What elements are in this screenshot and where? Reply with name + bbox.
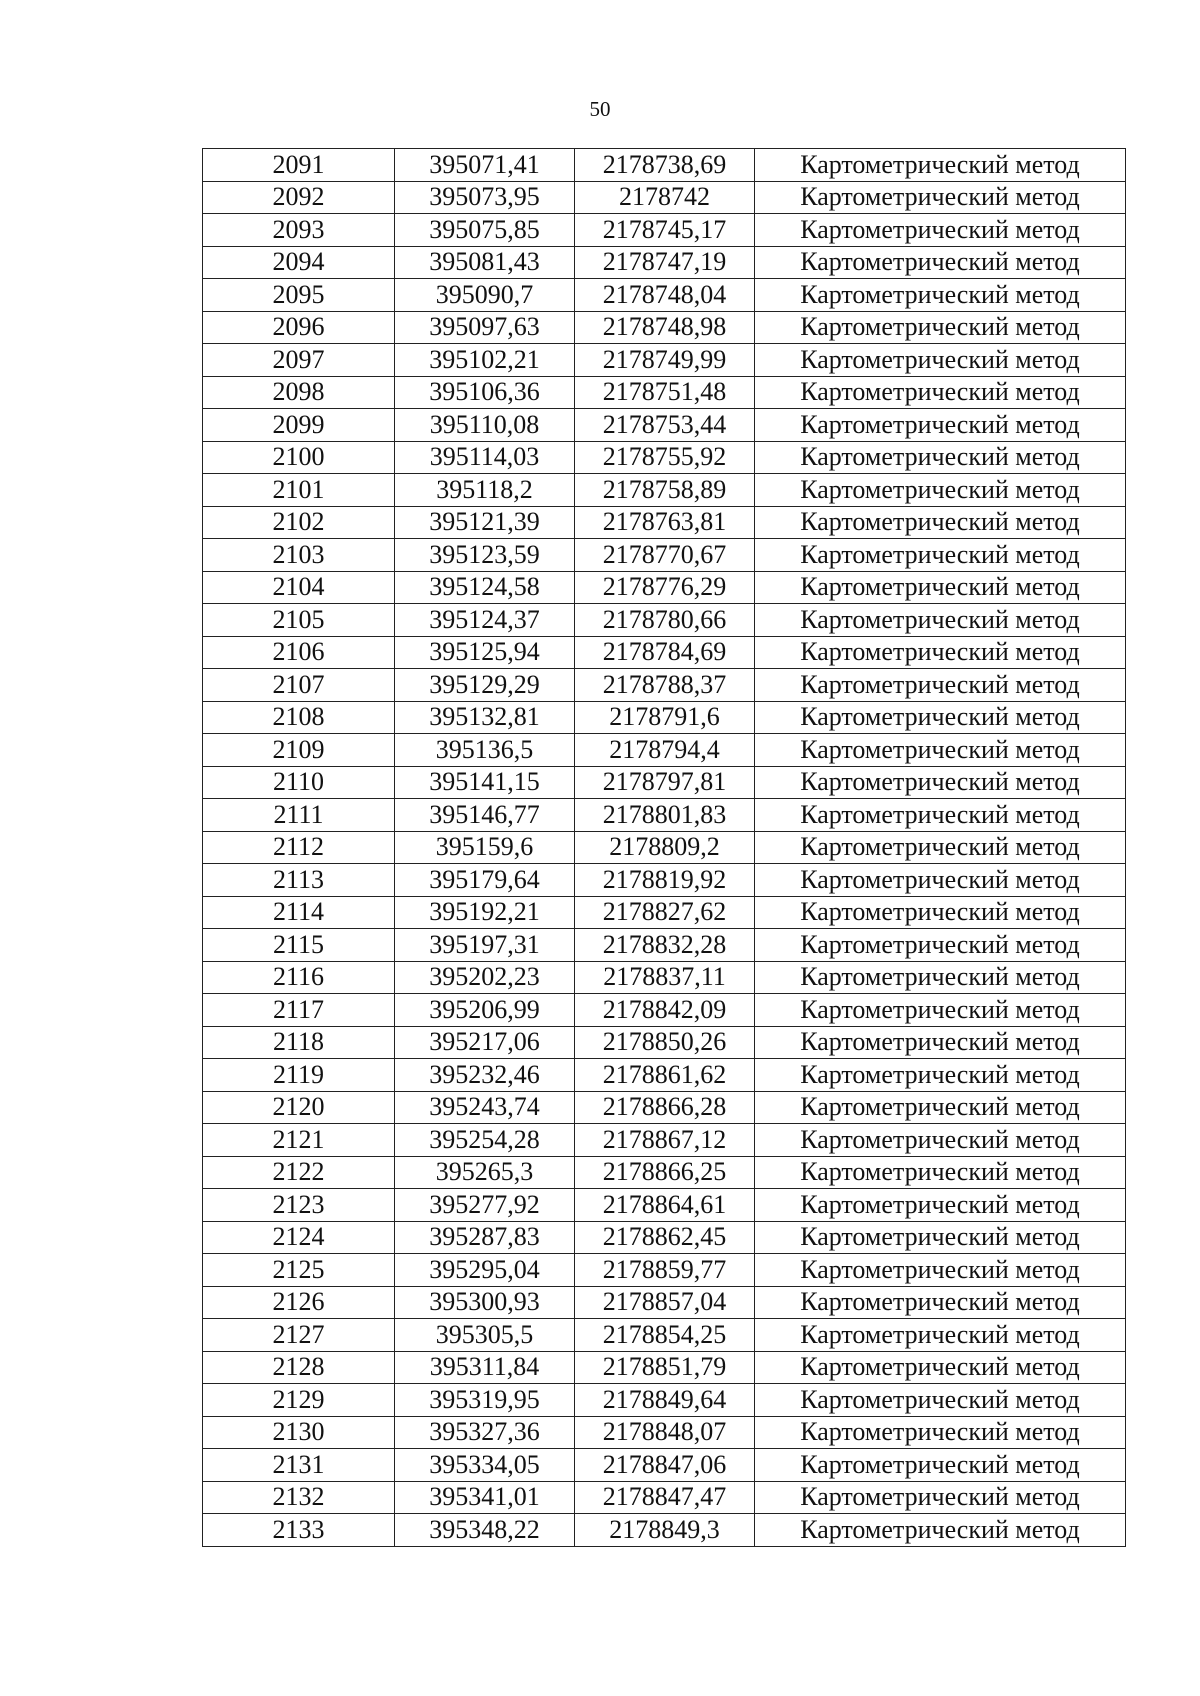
point-number-cell: 2117 [203,994,395,1027]
x-coordinate-cell: 395132,81 [395,701,575,734]
table-row [203,1221,1126,1254]
y-coordinate-cell: 2178851,79 [575,1351,755,1384]
point-number-cell: 2093 [203,214,395,247]
point-number-cell: 2091 [203,149,395,182]
table-row [203,961,1126,994]
y-coordinate-cell: 2178819,92 [575,864,755,897]
y-coordinate-cell: 2178751,48 [575,376,755,409]
point-number-cell: 2132 [203,1481,395,1514]
method-cell: Картометрический метод [755,1221,1126,1254]
method-cell: Картометрический метод [755,1091,1126,1124]
point-number-cell: 2119 [203,1059,395,1092]
x-coordinate-cell: 395129,29 [395,669,575,702]
point-number-cell: 2105 [203,604,395,637]
table-row [203,734,1126,767]
table-row [203,1124,1126,1157]
point-number-cell: 2104 [203,571,395,604]
table-row [203,344,1126,377]
y-coordinate-cell: 2178827,62 [575,896,755,929]
point-number-cell: 2120 [203,1091,395,1124]
y-coordinate-cell: 2178770,67 [575,539,755,572]
x-coordinate-cell: 395341,01 [395,1481,575,1514]
x-coordinate-cell: 395141,15 [395,766,575,799]
x-coordinate-cell: 395197,31 [395,929,575,962]
method-cell: Картометрический метод [755,279,1126,312]
point-number-cell: 2103 [203,539,395,572]
method-cell: Картометрический метод [755,831,1126,864]
x-coordinate-cell: 395125,94 [395,636,575,669]
point-number-cell: 2133 [203,1514,395,1547]
x-coordinate-cell: 395081,43 [395,246,575,279]
x-coordinate-cell: 395287,83 [395,1221,575,1254]
y-coordinate-cell: 2178748,04 [575,279,755,312]
point-number-cell: 2110 [203,766,395,799]
y-coordinate-cell: 2178758,89 [575,474,755,507]
table-row [203,1286,1126,1319]
table-row [203,1254,1126,1287]
point-number-cell: 2108 [203,701,395,734]
method-cell: Картометрический метод [755,636,1126,669]
table-row [203,1189,1126,1222]
table-row [203,311,1126,344]
table-row [203,636,1126,669]
point-number-cell: 2115 [203,929,395,962]
y-coordinate-cell: 2178861,62 [575,1059,755,1092]
x-coordinate-cell: 395159,6 [395,831,575,864]
x-coordinate-cell: 395277,92 [395,1189,575,1222]
table-row [203,214,1126,247]
method-cell: Картометрический метод [755,799,1126,832]
method-cell: Картометрический метод [755,1254,1126,1287]
method-cell: Картометрический метод [755,1481,1126,1514]
x-coordinate-cell: 395090,7 [395,279,575,312]
y-coordinate-cell: 2178850,26 [575,1026,755,1059]
y-coordinate-cell: 2178801,83 [575,799,755,832]
method-cell: Картометрический метод [755,1059,1126,1092]
y-coordinate-cell: 2178837,11 [575,961,755,994]
method-cell: Картометрический метод [755,994,1126,1027]
y-coordinate-cell: 2178738,69 [575,149,755,182]
table-row [203,799,1126,832]
point-number-cell: 2114 [203,896,395,929]
table-row [203,994,1126,1027]
point-number-cell: 2130 [203,1416,395,1449]
x-coordinate-cell: 395295,04 [395,1254,575,1287]
point-number-cell: 2107 [203,669,395,702]
x-coordinate-cell: 395179,64 [395,864,575,897]
table-row [203,896,1126,929]
y-coordinate-cell: 2178809,2 [575,831,755,864]
x-coordinate-cell: 395300,93 [395,1286,575,1319]
x-coordinate-cell: 395265,3 [395,1156,575,1189]
x-coordinate-cell: 395254,28 [395,1124,575,1157]
x-coordinate-cell: 395327,36 [395,1416,575,1449]
x-coordinate-cell: 395123,59 [395,539,575,572]
method-cell: Картометрический метод [755,149,1126,182]
table-row [203,929,1126,962]
method-cell: Картометрический метод [755,181,1126,214]
point-number-cell: 2094 [203,246,395,279]
method-cell: Картометрический метод [755,864,1126,897]
x-coordinate-cell: 395110,08 [395,409,575,442]
y-coordinate-cell: 2178849,3 [575,1514,755,1547]
point-number-cell: 2118 [203,1026,395,1059]
y-coordinate-cell: 2178847,06 [575,1449,755,1482]
x-coordinate-cell: 395305,5 [395,1319,575,1352]
x-coordinate-cell: 395348,22 [395,1514,575,1547]
x-coordinate-cell: 395334,05 [395,1449,575,1482]
table-row [203,1449,1126,1482]
point-number-cell: 2126 [203,1286,395,1319]
method-cell: Картометрический метод [755,311,1126,344]
point-number-cell: 2121 [203,1124,395,1157]
x-coordinate-cell: 395124,37 [395,604,575,637]
coordinates-table [202,148,1126,1547]
point-number-cell: 2092 [203,181,395,214]
method-cell: Картометрический метод [755,929,1126,962]
point-number-cell: 2128 [203,1351,395,1384]
y-coordinate-cell: 2178847,47 [575,1481,755,1514]
x-coordinate-cell: 395075,85 [395,214,575,247]
point-number-cell: 2106 [203,636,395,669]
table-row [203,1514,1126,1547]
table-row [203,766,1126,799]
table-row [203,571,1126,604]
x-coordinate-cell: 395102,21 [395,344,575,377]
page-number: 50 [589,97,611,121]
y-coordinate-cell: 2178749,99 [575,344,755,377]
y-coordinate-cell: 2178832,28 [575,929,755,962]
method-cell: Картометрический метод [755,376,1126,409]
table-row [203,1481,1126,1514]
x-coordinate-cell: 395071,41 [395,149,575,182]
x-coordinate-cell: 395106,36 [395,376,575,409]
x-coordinate-cell: 395114,03 [395,441,575,474]
y-coordinate-cell: 2178842,09 [575,994,755,1027]
method-cell: Картометрический метод [755,604,1126,637]
table-row [203,1416,1126,1449]
method-cell: Картометрический метод [755,1286,1126,1319]
method-cell: Картометрический метод [755,961,1126,994]
table-row [203,604,1126,637]
x-coordinate-cell: 395311,84 [395,1351,575,1384]
table-row [203,376,1126,409]
table-row [203,1059,1126,1092]
point-number-cell: 2124 [203,1221,395,1254]
table-row [203,1091,1126,1124]
method-cell: Картометрический метод [755,1449,1126,1482]
x-coordinate-cell: 395202,23 [395,961,575,994]
method-cell: Картометрический метод [755,441,1126,474]
point-number-cell: 2109 [203,734,395,767]
y-coordinate-cell: 2178747,19 [575,246,755,279]
x-coordinate-cell: 395136,5 [395,734,575,767]
table-row [203,409,1126,442]
point-number-cell: 2102 [203,506,395,539]
y-coordinate-cell: 2178791,6 [575,701,755,734]
table-row [203,1026,1126,1059]
method-cell: Картометрический метод [755,1384,1126,1417]
x-coordinate-cell: 395217,06 [395,1026,575,1059]
coordinates-table-body [203,149,1126,1547]
y-coordinate-cell: 2178848,07 [575,1416,755,1449]
x-coordinate-cell: 395146,77 [395,799,575,832]
y-coordinate-cell: 2178780,66 [575,604,755,637]
table-row [203,149,1126,182]
y-coordinate-cell: 2178794,4 [575,734,755,767]
x-coordinate-cell: 395243,74 [395,1091,575,1124]
y-coordinate-cell: 2178755,92 [575,441,755,474]
method-cell: Картометрический метод [755,506,1126,539]
y-coordinate-cell: 2178784,69 [575,636,755,669]
point-number-cell: 2100 [203,441,395,474]
method-cell: Картометрический метод [755,1026,1126,1059]
point-number-cell: 2113 [203,864,395,897]
table-row [203,1384,1126,1417]
x-coordinate-cell: 395206,99 [395,994,575,1027]
table-row [203,701,1126,734]
y-coordinate-cell: 2178867,12 [575,1124,755,1157]
y-coordinate-cell: 2178849,64 [575,1384,755,1417]
table-row [203,669,1126,702]
method-cell: Картометрический метод [755,246,1126,279]
y-coordinate-cell: 2178859,77 [575,1254,755,1287]
point-number-cell: 2096 [203,311,395,344]
x-coordinate-cell: 395097,63 [395,311,575,344]
y-coordinate-cell: 2178866,25 [575,1156,755,1189]
y-coordinate-cell: 2178854,25 [575,1319,755,1352]
y-coordinate-cell: 2178864,61 [575,1189,755,1222]
point-number-cell: 2095 [203,279,395,312]
y-coordinate-cell: 2178748,98 [575,311,755,344]
x-coordinate-cell: 395118,2 [395,474,575,507]
point-number-cell: 2127 [203,1319,395,1352]
point-number-cell: 2099 [203,409,395,442]
point-number-cell: 2116 [203,961,395,994]
point-number-cell: 2098 [203,376,395,409]
x-coordinate-cell: 395073,95 [395,181,575,214]
point-number-cell: 2129 [203,1384,395,1417]
y-coordinate-cell: 2178788,37 [575,669,755,702]
y-coordinate-cell: 2178742 [575,181,755,214]
method-cell: Картометрический метод [755,1514,1126,1547]
table-row [203,1319,1126,1352]
method-cell: Картометрический метод [755,1351,1126,1384]
y-coordinate-cell: 2178776,29 [575,571,755,604]
method-cell: Картометрический метод [755,701,1126,734]
point-number-cell: 2112 [203,831,395,864]
x-coordinate-cell: 395124,58 [395,571,575,604]
method-cell: Картометрический метод [755,571,1126,604]
method-cell: Картометрический метод [755,1319,1126,1352]
y-coordinate-cell: 2178866,28 [575,1091,755,1124]
table-row [203,279,1126,312]
table-row [203,1156,1126,1189]
x-coordinate-cell: 395192,21 [395,896,575,929]
table-row [203,474,1126,507]
table-row [203,246,1126,279]
method-cell: Картометрический метод [755,409,1126,442]
y-coordinate-cell: 2178862,45 [575,1221,755,1254]
method-cell: Картометрический метод [755,1416,1126,1449]
method-cell: Картометрический метод [755,474,1126,507]
point-number-cell: 2097 [203,344,395,377]
method-cell: Картометрический метод [755,1189,1126,1222]
method-cell: Картометрический метод [755,1156,1126,1189]
method-cell: Картометрический метод [755,669,1126,702]
x-coordinate-cell: 395121,39 [395,506,575,539]
x-coordinate-cell: 395232,46 [395,1059,575,1092]
point-number-cell: 2122 [203,1156,395,1189]
table-row [203,506,1126,539]
method-cell: Картометрический метод [755,734,1126,767]
y-coordinate-cell: 2178763,81 [575,506,755,539]
point-number-cell: 2111 [203,799,395,832]
method-cell: Картометрический метод [755,896,1126,929]
method-cell: Картометрический метод [755,766,1126,799]
table-row [203,1351,1126,1384]
y-coordinate-cell: 2178745,17 [575,214,755,247]
point-number-cell: 2131 [203,1449,395,1482]
table-row [203,441,1126,474]
point-number-cell: 2125 [203,1254,395,1287]
y-coordinate-cell: 2178857,04 [575,1286,755,1319]
method-cell: Картометрический метод [755,1124,1126,1157]
method-cell: Картометрический метод [755,214,1126,247]
y-coordinate-cell: 2178797,81 [575,766,755,799]
table-row [203,864,1126,897]
method-cell: Картометрический метод [755,344,1126,377]
table-row [203,181,1126,214]
y-coordinate-cell: 2178753,44 [575,409,755,442]
table-row [203,539,1126,572]
x-coordinate-cell: 395319,95 [395,1384,575,1417]
point-number-cell: 2123 [203,1189,395,1222]
point-number-cell: 2101 [203,474,395,507]
table-row [203,831,1126,864]
method-cell: Картометрический метод [755,539,1126,572]
